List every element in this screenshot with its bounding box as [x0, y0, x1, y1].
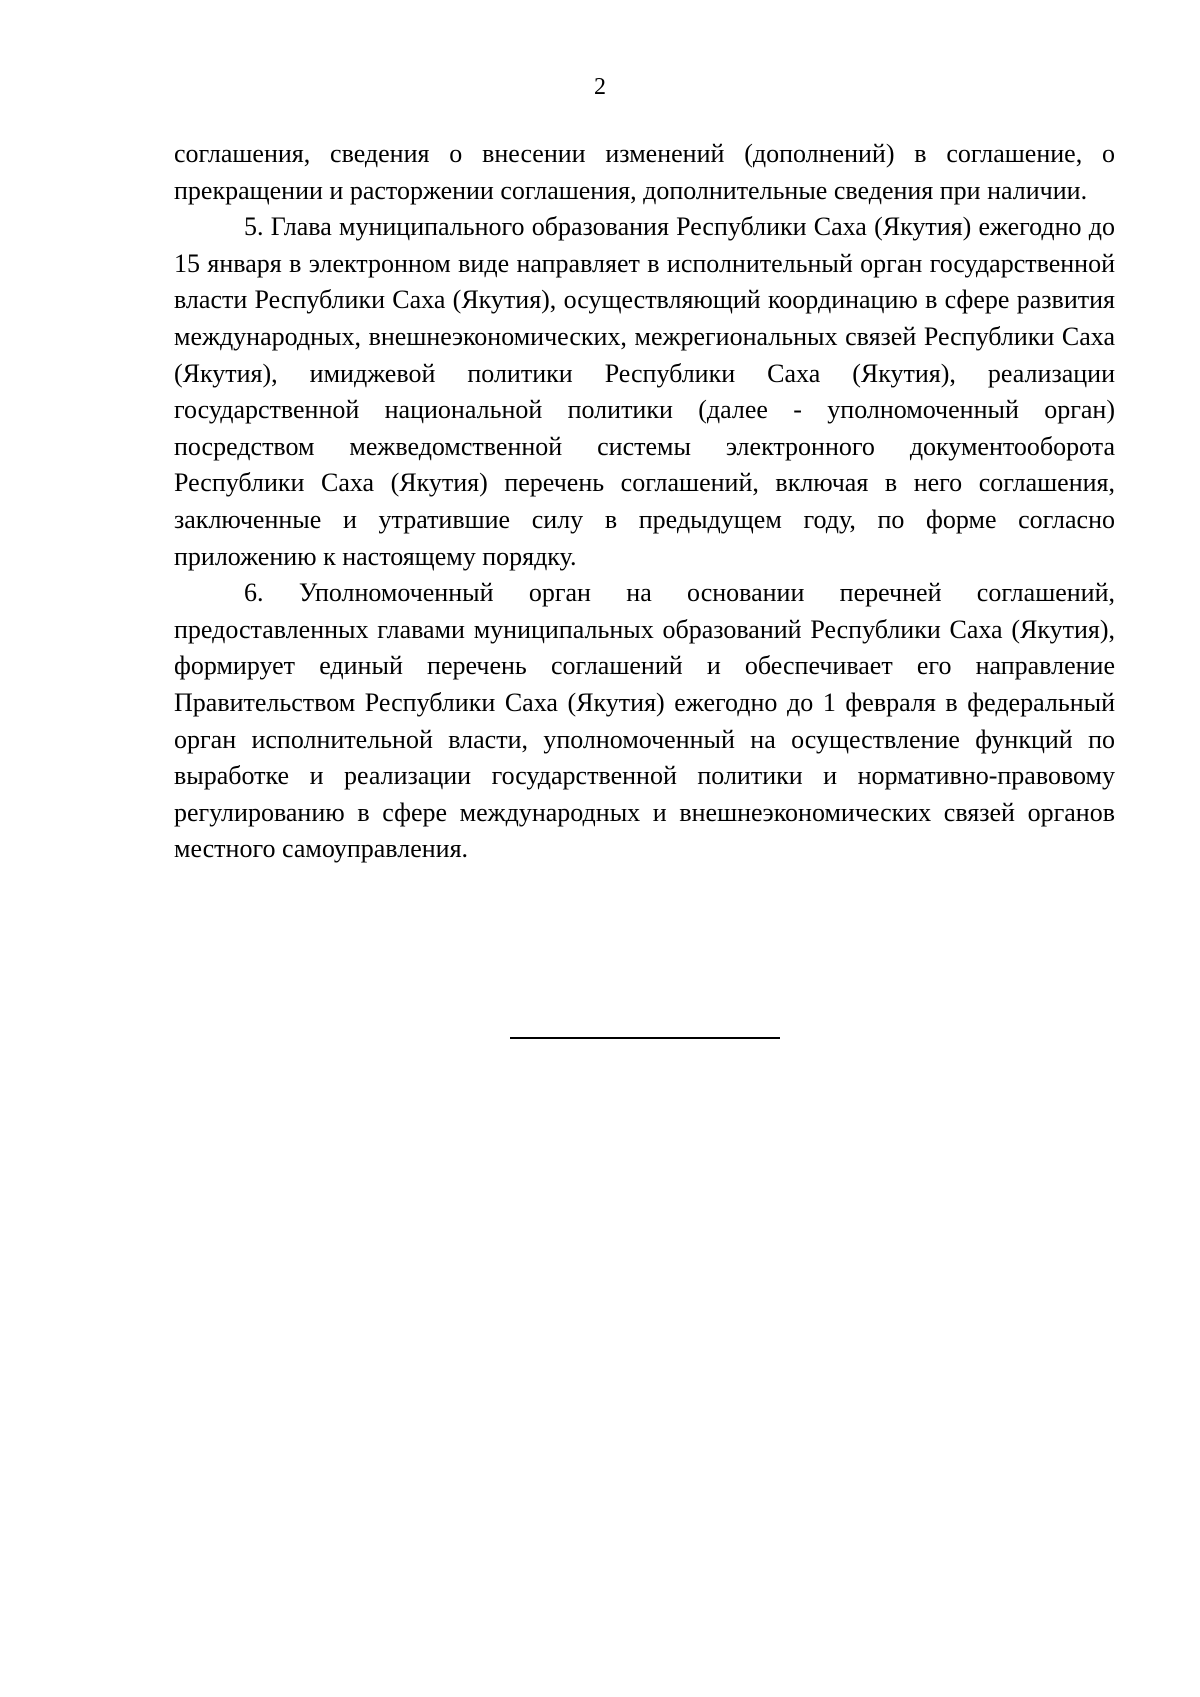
paragraph-continuation: соглашения, сведения о внесении изменений (дополнений) в соглашение, о прекращении и расторжении соглашения, дополнительные сведения при наличии. [174, 139, 1115, 205]
document-body [174, 136, 1115, 868]
paragraph-item-5: 5. Глава муниципального образования Республики Саха (Якутия) ежегодно до 15 января в электронном виде направляет в исполнительный орган государственной власти Республики Саха (Якутия), осуществляющий координацию в сфере развития международных, внешнеэкономических, межрегиональных связей Республики Саха (Якутия), имиджевой политики Республики Саха (Якутия), реализации государственной национальной политики (далее - уполномоченный орган) посредством межведомственной системы электронного документооборота Республики Саха (Якутия) перечень соглашений, включая в него соглашения, заключенные и утратившие силу в предыдущем году, по форме согласно приложению к настоящему порядку. [174, 212, 1115, 571]
page-number: 2 [594, 74, 606, 100]
paragraph-item-6: 6. Уполномоченный орган на основании перечней соглашений, предоставленных главами муниципальных образований Республики Саха (Якутия), формирует единый перечень соглашений и обеспечивает его направление Правительством Республики Саха (Якутия) ежегодно до 1 февраля в федеральный орган исполнительной власти, уполномоченный на осуществление функций по выработке и реализации государственной политики и нормативно-правовому регулированию в сфере международных и внешнеэкономических связей органов местного самоуправления. [174, 578, 1115, 864]
end-of-document-rule [510, 1037, 780, 1039]
